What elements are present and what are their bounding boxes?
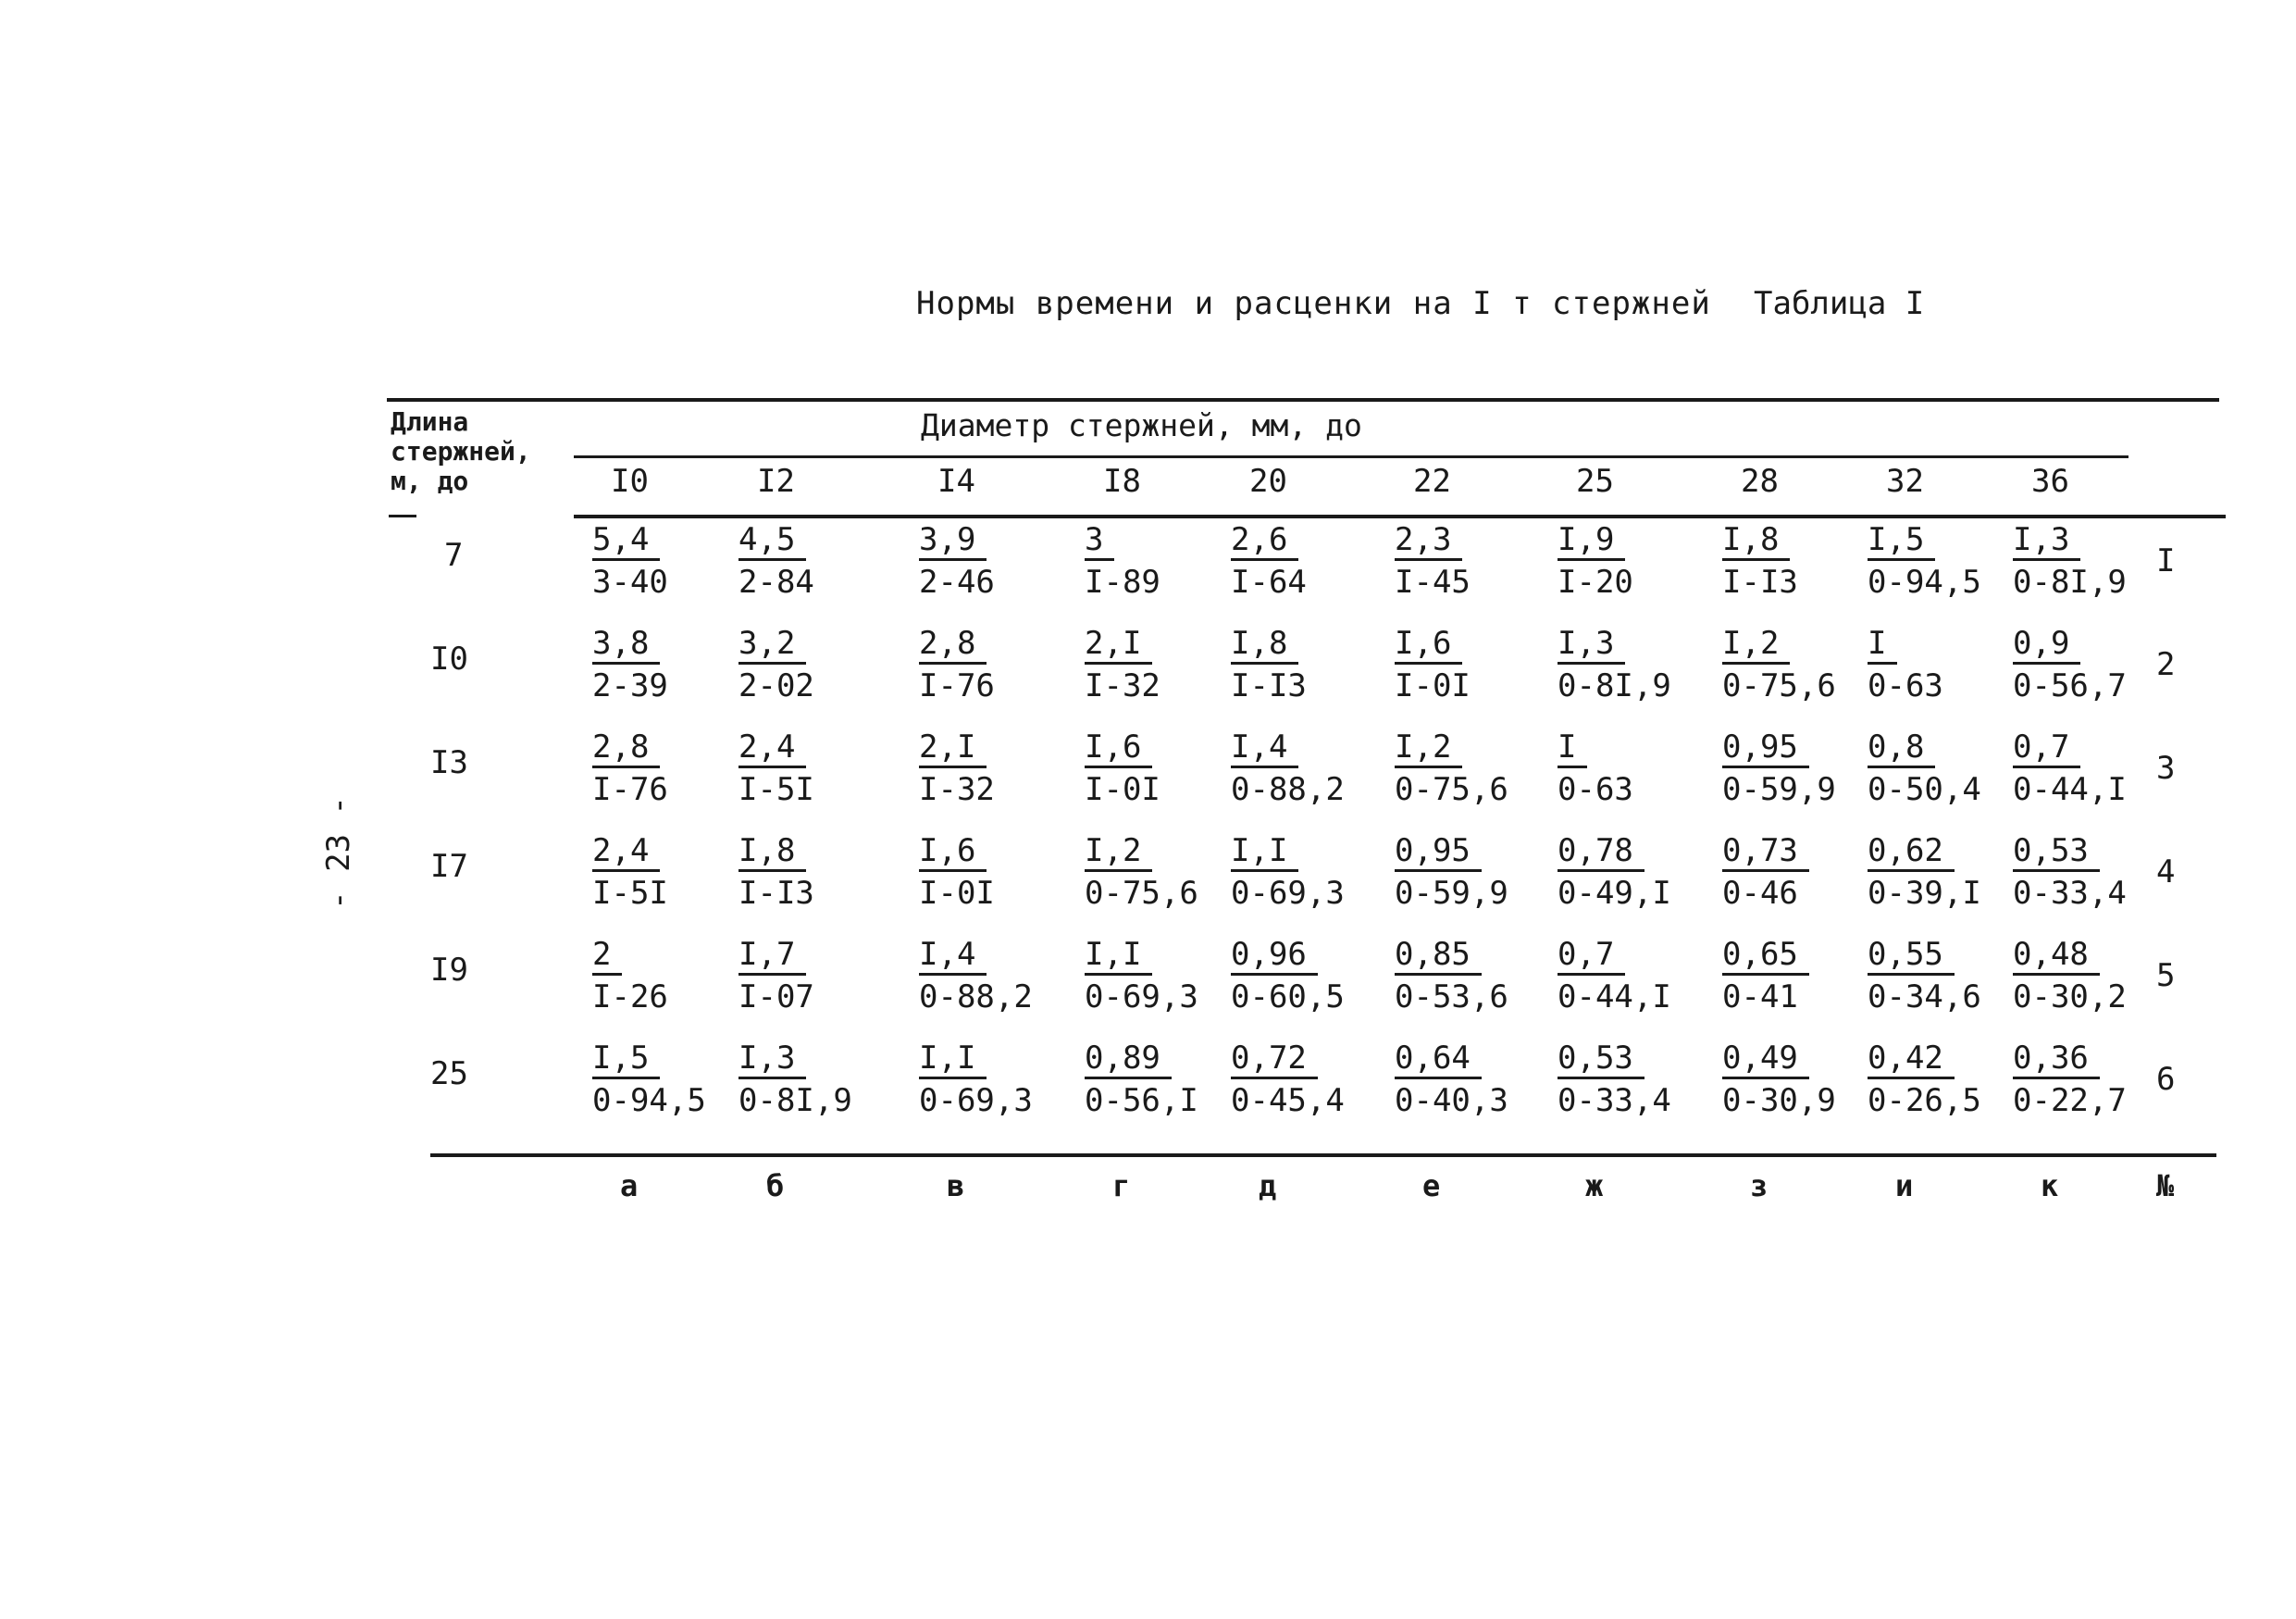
column-letter-8: и <box>1895 1168 1914 1203</box>
rate-value: 0-94,5 <box>1868 564 1981 601</box>
table-cell <box>1722 518 1798 604</box>
page-number-text: - 23 - <box>320 796 357 910</box>
rate-value: I-76 <box>592 771 668 808</box>
rate-value: 0-8I,9 <box>2013 564 2127 601</box>
table-cell <box>1085 1037 1198 1122</box>
table-cell <box>1722 829 1809 915</box>
table-cell <box>1395 726 1508 811</box>
rate-value: 0-88,2 <box>1231 771 1345 808</box>
row-number: 6 <box>2156 1061 2176 1098</box>
table-cell <box>2013 726 2127 811</box>
table-cell <box>1395 933 1508 1018</box>
rate-value: 0-63 <box>1558 771 1633 808</box>
time-norm: I,9 <box>1558 521 1625 561</box>
time-norm: I,5 <box>592 1040 660 1079</box>
time-norm: I,I <box>919 1040 987 1079</box>
time-norm: 2,8 <box>592 729 660 768</box>
time-norm: 0,36 <box>2013 1040 2100 1079</box>
column-letter-6: ж <box>1585 1168 1604 1203</box>
table-cell <box>1558 829 1671 915</box>
table-cell <box>1558 518 1633 604</box>
table-cell <box>1085 829 1198 915</box>
diameter-header-5: 22 <box>1413 463 1451 500</box>
time-norm: I,8 <box>1722 521 1790 561</box>
table-cell <box>1722 1037 1836 1122</box>
rate-value: I-I3 <box>1231 667 1307 704</box>
rate-value: 0-69,3 <box>1085 978 1198 1015</box>
table-cell <box>1868 1037 1981 1122</box>
rate-value: 0-50,4 <box>1868 771 1981 808</box>
table-cell <box>919 726 995 811</box>
rate-value: 0-60,5 <box>1231 978 1345 1015</box>
rate-value: I-07 <box>738 978 814 1015</box>
time-norm: I,2 <box>1085 832 1152 872</box>
time-norm: 0,62 <box>1868 832 1955 872</box>
rate-value: 0-26,5 <box>1868 1082 1981 1119</box>
diameter-header-9: 36 <box>2031 463 2069 500</box>
table-cell <box>592 726 668 811</box>
time-norm: I,3 <box>2013 521 2080 561</box>
length-header-underline <box>389 515 416 517</box>
rate-value: 0-45,4 <box>1231 1082 1345 1119</box>
rate-value: 0-30,2 <box>2013 978 2127 1015</box>
table-cell <box>1395 829 1508 915</box>
table-cell <box>1231 726 1345 811</box>
table-cell <box>1558 933 1671 1018</box>
time-norm: 3,9 <box>919 521 987 561</box>
table-cell <box>1868 518 1981 604</box>
time-norm: 2,I <box>1085 625 1152 665</box>
rate-value: 2-02 <box>738 667 814 704</box>
diameter-header-6: 25 <box>1576 463 1614 500</box>
rate-value: 0-33,4 <box>2013 875 2127 912</box>
time-norm: 0,95 <box>1395 832 1482 872</box>
rate-value: I-89 <box>1085 564 1160 601</box>
rate-value: I-5I <box>592 875 668 912</box>
rate-value: 0-94,5 <box>592 1082 706 1119</box>
row-length: I9 <box>430 952 468 989</box>
time-norm: I,4 <box>1231 729 1298 768</box>
table-cell <box>2013 1037 2127 1122</box>
table-cell <box>2013 933 2127 1018</box>
rate-value: 0-33,4 <box>1558 1082 1671 1119</box>
rate-value: I-32 <box>919 771 995 808</box>
table-cell <box>592 622 668 707</box>
table-cell <box>592 829 668 915</box>
row-length: 25 <box>430 1055 468 1092</box>
time-norm: 0,72 <box>1231 1040 1318 1079</box>
column-letter-4: д <box>1259 1168 1277 1203</box>
rate-value: 2-84 <box>738 564 814 601</box>
diameter-header-2: I4 <box>937 463 975 500</box>
time-norm: 3,8 <box>592 625 660 665</box>
rate-value: 0-69,3 <box>919 1082 1033 1119</box>
table-cell <box>1085 726 1160 811</box>
time-norm: I,4 <box>919 936 987 976</box>
time-norm: 2,4 <box>592 832 660 872</box>
time-norm: 2,6 <box>1231 521 1298 561</box>
time-norm: 2 <box>592 936 622 976</box>
table-top-rule <box>387 398 2219 402</box>
number-sign: № <box>2156 1168 2175 1203</box>
table-cell <box>1395 1037 1508 1122</box>
table-cell <box>1395 622 1471 707</box>
table-bottom-rule <box>430 1153 2216 1157</box>
rate-value: 0-49,I <box>1558 875 1671 912</box>
row-number: 5 <box>2156 957 2176 994</box>
time-norm: I,8 <box>738 832 806 872</box>
time-norm: I,2 <box>1395 729 1462 768</box>
table-cell <box>1085 622 1160 707</box>
time-norm: 0,42 <box>1868 1040 1955 1079</box>
time-norm: 3 <box>1085 521 1114 561</box>
time-norm: I,3 <box>1558 625 1625 665</box>
table-cell <box>1722 622 1836 707</box>
time-norm: 0,49 <box>1722 1040 1809 1079</box>
time-norm: 0,9 <box>2013 625 2080 665</box>
time-norm: 4,5 <box>738 521 806 561</box>
table-cell <box>1558 622 1671 707</box>
rate-value: I-32 <box>1085 667 1160 704</box>
row-number: 4 <box>2156 853 2176 890</box>
rate-value: 2-39 <box>592 667 668 704</box>
table-cell <box>738 518 814 604</box>
time-norm: I,7 <box>738 936 806 976</box>
table-cell <box>738 726 814 811</box>
rate-value: I-64 <box>1231 564 1307 601</box>
table-cell <box>1231 622 1307 707</box>
time-norm: 0,53 <box>1558 1040 1644 1079</box>
rate-value: I-0I <box>1395 667 1471 704</box>
time-norm: 2,8 <box>919 625 987 665</box>
rate-value: I-76 <box>919 667 995 704</box>
table-cell <box>592 1037 706 1122</box>
rate-value: 0-30,9 <box>1722 1082 1836 1119</box>
time-norm: 0,73 <box>1722 832 1809 872</box>
table-number-label: Таблица I <box>1754 285 1925 322</box>
time-norm: 0,55 <box>1868 936 1955 976</box>
time-norm: 0,96 <box>1231 936 1318 976</box>
table-cell <box>738 622 814 707</box>
rate-value: 0-75,6 <box>1722 667 1836 704</box>
column-letter-3: г <box>1112 1168 1131 1203</box>
rate-value: I-20 <box>1558 564 1633 601</box>
time-norm: 0,89 <box>1085 1040 1172 1079</box>
time-norm: I,5 <box>1868 521 1935 561</box>
column-letter-1: б <box>766 1168 785 1203</box>
table-cell <box>919 518 995 604</box>
rate-value: 0-44,I <box>1558 978 1671 1015</box>
rate-value: 0-56,I <box>1085 1082 1198 1119</box>
column-letter-9: к <box>2041 1168 2059 1203</box>
diameter-column-header: Диаметр стержней, мм, до <box>921 407 1362 443</box>
rate-value: 0-88,2 <box>919 978 1033 1015</box>
column-letter-2: в <box>947 1168 965 1203</box>
table-cell <box>1558 1037 1671 1122</box>
time-norm: 2,4 <box>738 729 806 768</box>
table-cell <box>1231 1037 1345 1122</box>
table-cell <box>1085 933 1198 1018</box>
table-cell <box>919 622 995 707</box>
time-norm: 0,8 <box>1868 729 1935 768</box>
table-cell <box>1395 518 1471 604</box>
table-cell <box>2013 622 2127 707</box>
time-norm: 0,95 <box>1722 729 1809 768</box>
table-cell <box>2013 829 2127 915</box>
row-number: 3 <box>2156 750 2176 787</box>
rate-value: 0-34,6 <box>1868 978 1981 1015</box>
time-norm: I <box>1868 625 1897 665</box>
rate-value: 0-40,3 <box>1395 1082 1508 1119</box>
time-norm: I,6 <box>919 832 987 872</box>
rate-value: I-5I <box>738 771 814 808</box>
time-norm: 0,7 <box>1558 936 1625 976</box>
table-cell <box>1085 518 1160 604</box>
table-cell <box>1722 933 1809 1018</box>
diameter-header-8: 32 <box>1886 463 1924 500</box>
table-title: Нормы времени и расценки на I т стержней <box>916 285 1711 322</box>
rate-value: I-0I <box>1085 771 1160 808</box>
table-cell <box>1558 726 1633 811</box>
time-norm: I <box>1558 729 1587 768</box>
time-norm: 0,85 <box>1395 936 1482 976</box>
row-length: I0 <box>430 641 468 678</box>
row-length: I3 <box>430 744 468 781</box>
time-norm: I,I <box>1231 832 1298 872</box>
row-length: I7 <box>430 848 468 885</box>
rate-value: 0-8I,9 <box>738 1082 852 1119</box>
rate-value: I-45 <box>1395 564 1471 601</box>
row-number: I <box>2156 542 2176 579</box>
table-cell <box>1231 933 1345 1018</box>
table-cell <box>592 933 668 1018</box>
rate-value: I-I3 <box>738 875 814 912</box>
table-cell <box>919 933 1033 1018</box>
rate-value: 3-40 <box>592 564 668 601</box>
table-cell <box>1868 622 1943 707</box>
diameter-header-1: I2 <box>757 463 795 500</box>
table-cell <box>919 1037 1033 1122</box>
table-cell <box>1231 518 1307 604</box>
table-cell <box>919 829 995 915</box>
rate-value: 0-75,6 <box>1085 875 1198 912</box>
rate-value: 0-69,3 <box>1231 875 1345 912</box>
time-norm: 0,53 <box>2013 832 2100 872</box>
time-norm: I,6 <box>1085 729 1152 768</box>
time-norm: 0,78 <box>1558 832 1644 872</box>
table-cell <box>1231 829 1345 915</box>
rate-value: 2-46 <box>919 564 995 601</box>
table-cell <box>592 518 668 604</box>
rate-value: 0-59,9 <box>1722 771 1836 808</box>
table-cell <box>1868 829 1981 915</box>
diameter-header-7: 28 <box>1741 463 1779 500</box>
rate-value: 0-44,I <box>2013 771 2127 808</box>
rate-value: 0-46 <box>1722 875 1798 912</box>
diameter-header-4: 20 <box>1249 463 1287 500</box>
time-norm: 0,48 <box>2013 936 2100 976</box>
rate-value: 0-39,I <box>1868 875 1981 912</box>
table-cell <box>1868 933 1981 1018</box>
rate-value: 0-53,6 <box>1395 978 1508 1015</box>
time-norm: 0,64 <box>1395 1040 1482 1079</box>
time-norm: 2,3 <box>1395 521 1462 561</box>
time-norm: 0,65 <box>1722 936 1809 976</box>
time-norm: I,3 <box>738 1040 806 1079</box>
rate-value: I-0I <box>919 875 995 912</box>
time-norm: I,8 <box>1231 625 1298 665</box>
rate-value: 0-22,7 <box>2013 1082 2127 1119</box>
time-norm: I,I <box>1085 936 1152 976</box>
table-cell <box>738 1037 852 1122</box>
table-cell <box>1868 726 1981 811</box>
time-norm: 0,7 <box>2013 729 2080 768</box>
diameter-header-3: I8 <box>1103 463 1141 500</box>
time-norm: 3,2 <box>738 625 806 665</box>
rate-value: 0-41 <box>1722 978 1798 1015</box>
row-number: 2 <box>2156 646 2176 683</box>
table-cell <box>738 829 814 915</box>
table-cell <box>2013 518 2127 604</box>
diameter-header-rule <box>574 455 2128 458</box>
table-cell <box>1722 726 1836 811</box>
rate-value: I-26 <box>592 978 668 1015</box>
table-cell <box>738 933 814 1018</box>
column-letter-7: з <box>1750 1168 1769 1203</box>
page-number <box>319 796 356 910</box>
time-norm: I,6 <box>1395 625 1462 665</box>
time-norm: I,2 <box>1722 625 1790 665</box>
time-norm: 2,I <box>919 729 987 768</box>
rate-value: 0-63 <box>1868 667 1943 704</box>
rate-value: 0-8I,9 <box>1558 667 1671 704</box>
diameter-header-0: I0 <box>611 463 649 500</box>
column-letter-0: а <box>620 1168 639 1203</box>
length-column-header: Длина стержней, м, до <box>391 406 531 496</box>
column-letter-5: е <box>1422 1168 1441 1203</box>
row-length: 7 <box>444 537 464 574</box>
time-norm: 5,4 <box>592 521 660 561</box>
rate-value: 0-59,9 <box>1395 875 1508 912</box>
rate-value: I-I3 <box>1722 564 1798 601</box>
rate-value: 0-56,7 <box>2013 667 2127 704</box>
rate-value: 0-75,6 <box>1395 771 1508 808</box>
